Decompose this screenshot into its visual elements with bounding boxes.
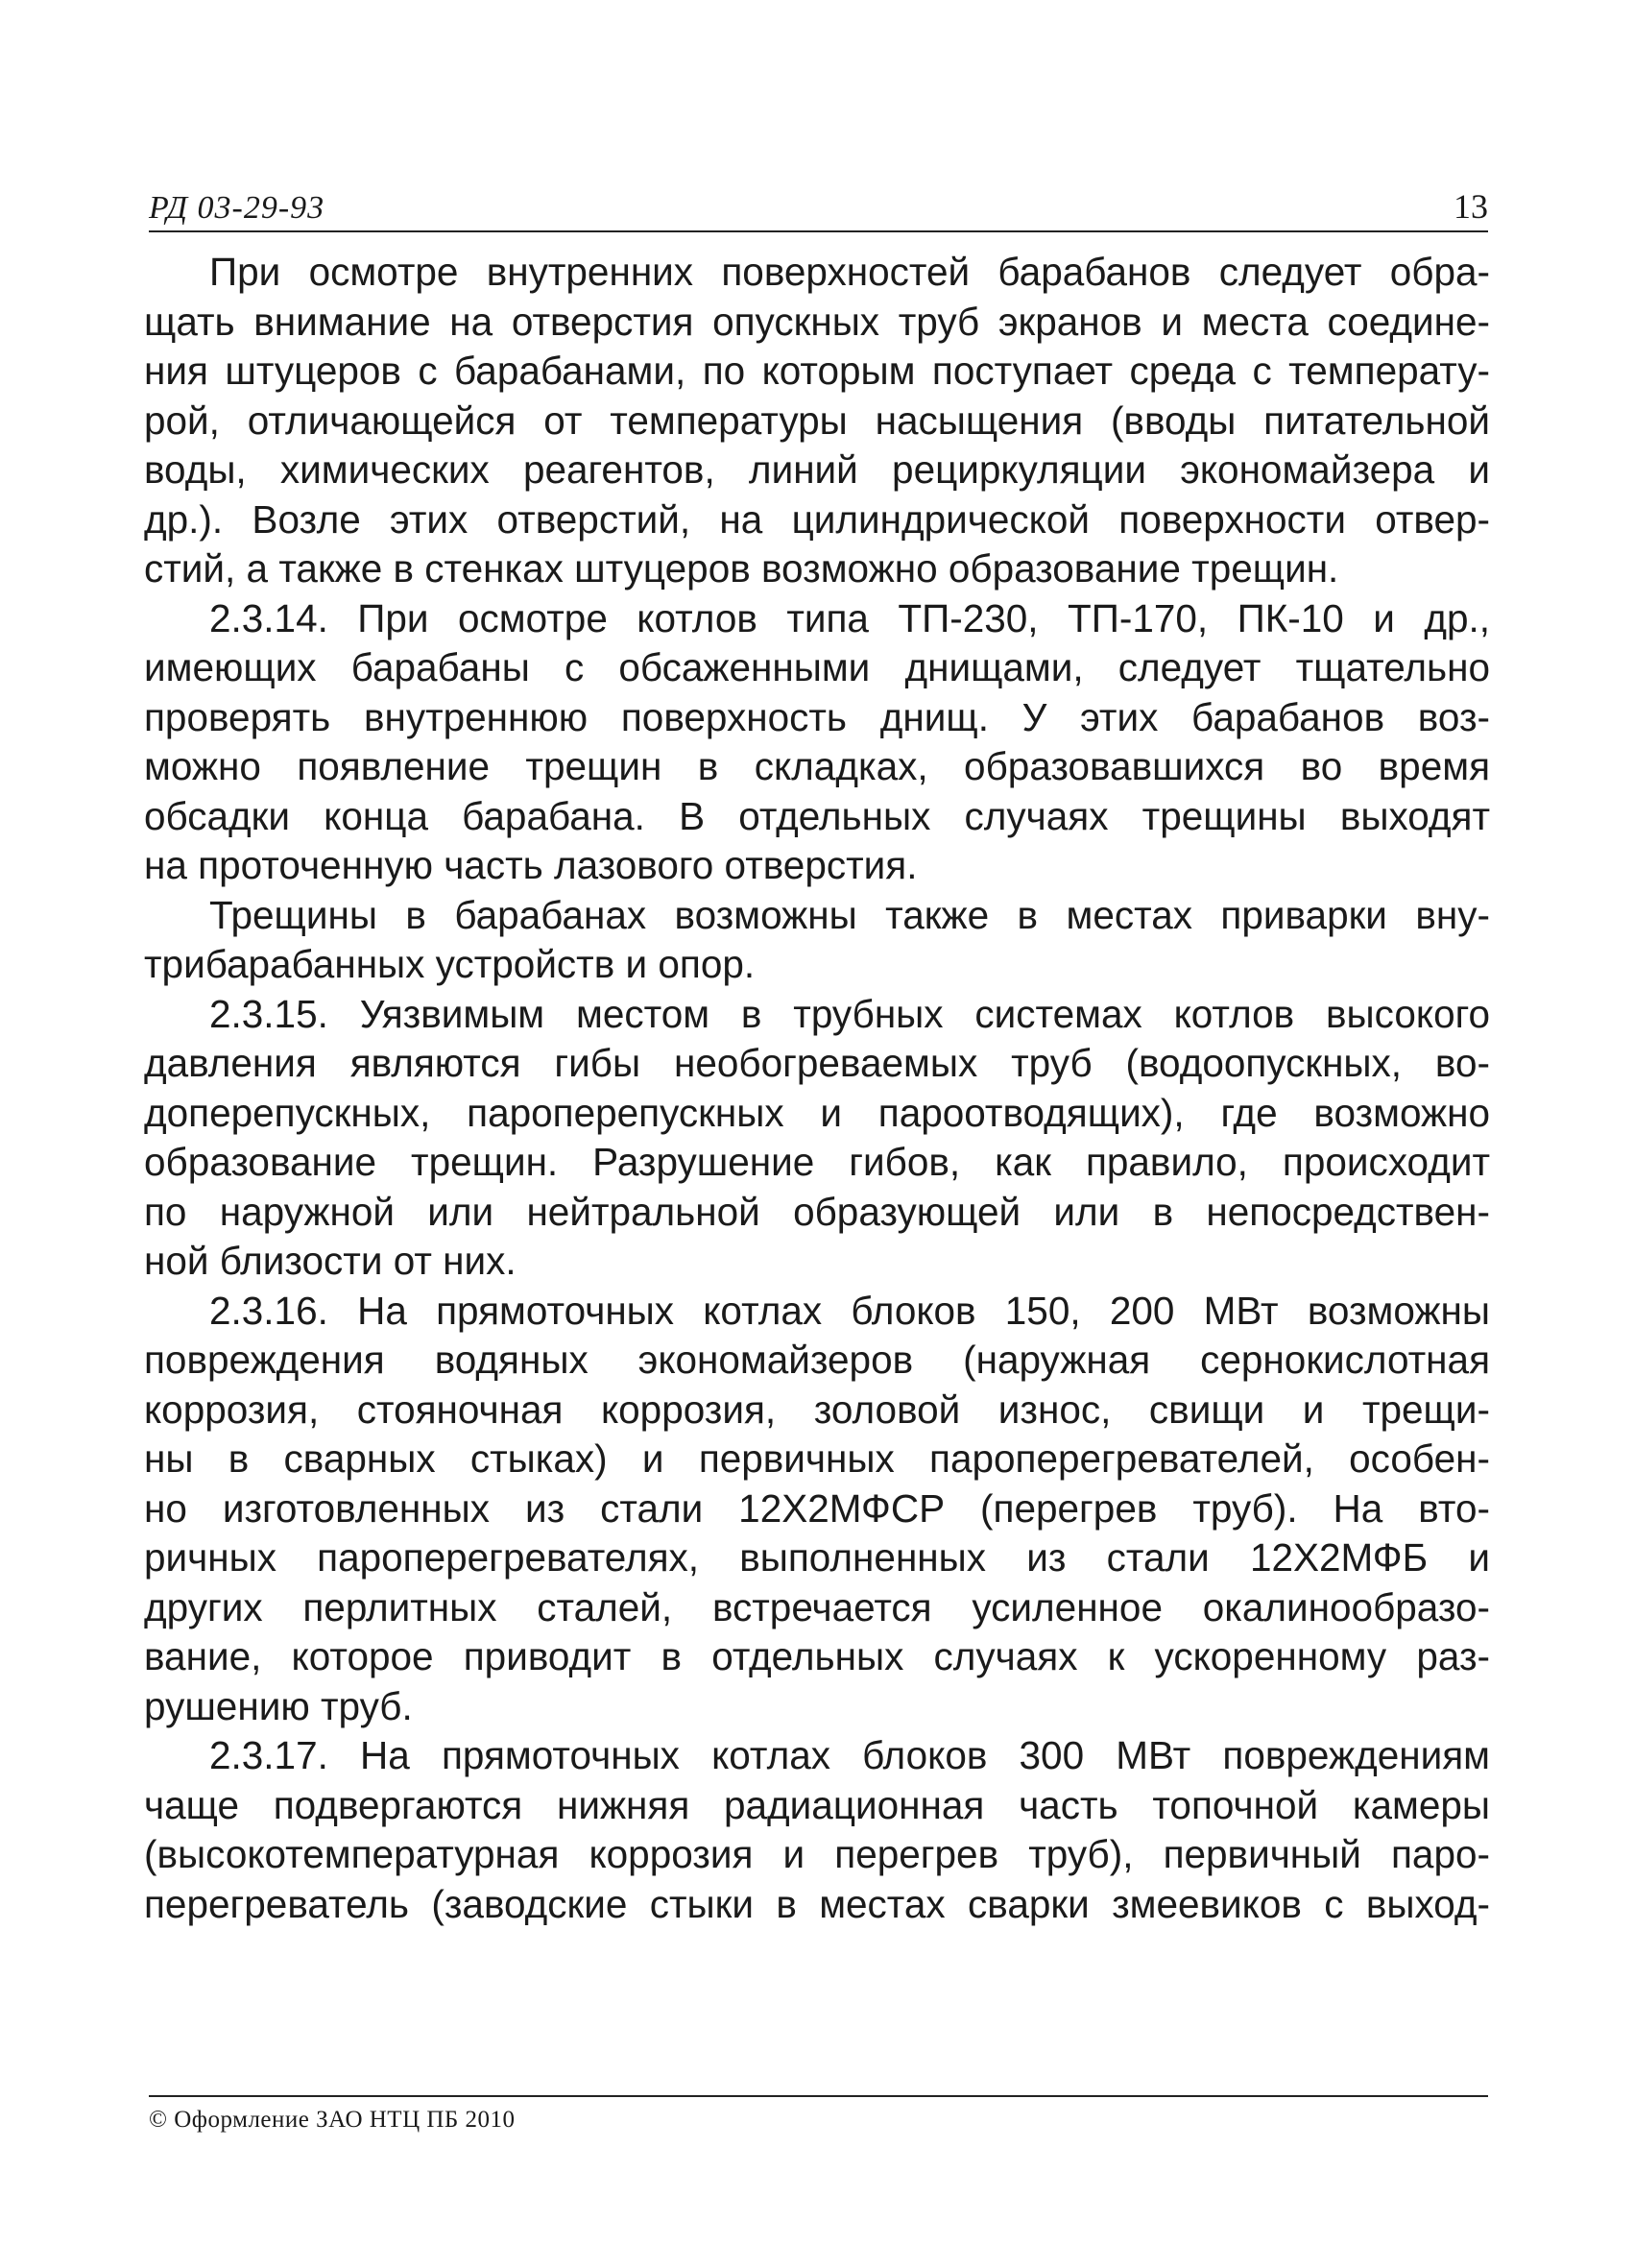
paragraph-2-3-17 — [144, 1731, 1490, 1929]
text-line: на проточенную часть лазового отверстия. — [144, 843, 918, 887]
text-line: имеющих барабаны с обсаженными днищами, следует тщательно — [144, 645, 1490, 689]
text-line: стий, а также в стенках штуцеров возможно образование трещин. — [144, 546, 1339, 591]
text-line: обсадки конца барабана. В отдельных случаях трещины выходят — [144, 793, 1490, 838]
text-line: При осмотре внутренних поверхностей барабанов следует обра- — [209, 250, 1490, 294]
text-line: чаще подвергаются нижняя радиационная часть топочной камеры — [144, 1782, 1490, 1827]
text-line: 2.3.16. На прямоточных котлах блоков 150, 200 МВт возможны — [209, 1288, 1490, 1333]
text-line: ной близости от них. — [144, 1239, 517, 1283]
text-line: щать внимание на отверстия опускных труб экранов и места соедине- — [144, 299, 1490, 344]
text-line: доперепускных, пароперепускных и пароотводящих), где возможно — [144, 1090, 1490, 1135]
page-header — [149, 182, 1488, 232]
text-line: других перлитных сталей, встречается усиленное окалинообразо- — [144, 1584, 1490, 1629]
paragraph-2-3-15 — [144, 990, 1490, 1287]
text-line: перегреватель (заводские стыки в местах сварки змеевиков с выход- — [144, 1881, 1490, 1926]
text-line: 2.3.14. При осмотре котлов типа ТП-230, ТП-170, ПК-10 и др., — [209, 595, 1490, 640]
text-line: др.). Возле этих отверстий, на цилиндрической поверхности отвер- — [144, 496, 1490, 542]
text-line: вание, которое приводит в отдельных случаях к ускоренному раз- — [144, 1634, 1490, 1678]
text-line: по наружной или нейтральной образующей или в непосредствен- — [144, 1189, 1490, 1234]
paragraph — [144, 891, 1490, 990]
document-code: РД 03-29-93 — [149, 190, 325, 226]
text-line: можно появление трещин в складках, образовавшихся во время — [144, 744, 1490, 788]
text-line: воды, химических реагентов, линий рециркуляции экономайзера и — [144, 447, 1490, 492]
text-line: трибарабанных устройств и опор. — [144, 942, 756, 986]
text-line: Трещины в барабанах возможны также в местах приварки вну- — [209, 892, 1490, 937]
text-line: (высокотемпературная коррозия и перегрев труб), первичный паро- — [144, 1832, 1490, 1876]
text-line: давления являются гибы необогреваемых труб (водоопускных, во- — [144, 1041, 1490, 1085]
paragraph — [144, 248, 1490, 594]
text-line: коррозия, стояночная коррозия, золовой износ, свищи и трещи- — [144, 1387, 1490, 1432]
text-line: рушению труб. — [144, 1683, 413, 1728]
text-line: 2.3.17. На прямоточных котлах блоков 300 МВт повреждениям — [209, 1733, 1490, 1777]
body-text — [144, 248, 1490, 1929]
copyright-notice: © Оформление ЗАО НТЦ ПБ 2010 — [149, 2107, 516, 2133]
paragraph-2-3-14 — [144, 594, 1490, 891]
text-line: повреждения водяных экономайзеров (наружная сернокислотная — [144, 1338, 1490, 1382]
text-line: рой, отличающейся от температуры насыщения (вводы питательной — [144, 398, 1490, 443]
text-line: ны в сварных стыках) и первичных пароперегревателей, особен- — [144, 1436, 1490, 1481]
text-line: но изготовленных из стали 12Х2МФСР (перегрев труб). На вто- — [144, 1485, 1490, 1531]
text-line: 2.3.15. Уязвимым местом в трубных системах котлов высокого — [209, 991, 1490, 1036]
page-footer — [149, 2095, 1488, 2134]
page-number: 13 — [1454, 187, 1488, 226]
text-line: ния штуцеров с барабанами, по которым поступает среда с температу- — [144, 349, 1490, 393]
paragraph-2-3-16 — [144, 1287, 1490, 1732]
text-line: проверять внутреннюю поверхность днищ. У этих барабанов воз- — [144, 694, 1490, 739]
text-line: ричных пароперегревателях, выполненных из стали 12Х2МФБ и — [144, 1535, 1490, 1580]
text-line: образование трещин. Разрушение гибов, как правило, происходит — [144, 1140, 1490, 1184]
